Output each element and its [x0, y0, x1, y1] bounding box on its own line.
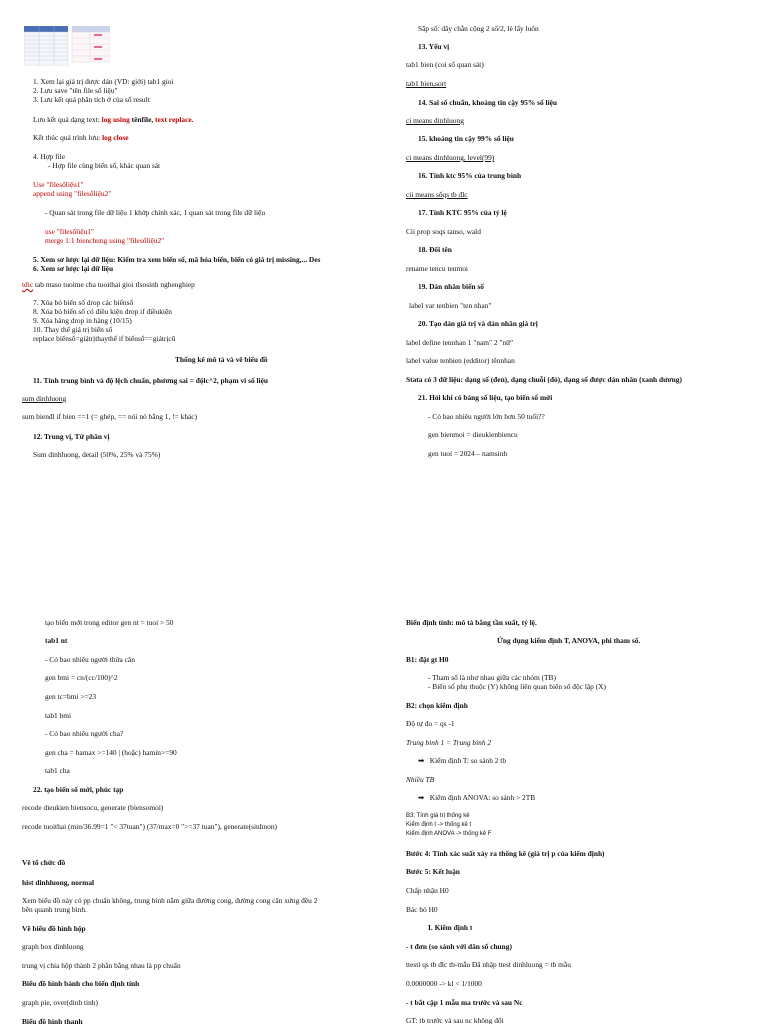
- stata-types-note: Stata có 3 dữ liệu: dạng số (đen), dạng chuỗi (đỏ), dạng số được dán nhãn (xanh dương): [406, 375, 682, 384]
- hist-note: Xem biểu đồ này có pp chuẩn không, trung bình nằm giữa đường cong, đường cong cân xứng đều 2: [22, 896, 318, 905]
- gen-tc: gen tc=bmi >=23: [45, 692, 97, 701]
- step-1: B1: đặt gt H0: [406, 655, 449, 664]
- merge-command: merge 1:1 bienchung using "filesốliệu2": [45, 236, 165, 245]
- categorical-note: Biến định tính: mô tả bằng tần suất, tỷ lệ.: [406, 618, 537, 627]
- merge-title: 4. Hợp file: [33, 152, 66, 161]
- sum-command: sum dinhluong: [22, 394, 67, 403]
- item-14: 14. Sai số chuẩn, khoảng tin cậy 95% số liệu: [418, 98, 558, 107]
- step-3: Kiểm định ANOVA -> thống kê F: [406, 831, 492, 837]
- arrow-right-icon: ➡: [418, 793, 425, 802]
- list-item: 9. Xóa hàng drop in hàng (10/15): [33, 316, 132, 325]
- item-17: 17. Tính KTC 95% của tỷ lệ: [418, 208, 507, 217]
- reject-h0: Bác bỏ H0: [406, 905, 438, 914]
- thumb-left-header: [24, 26, 68, 32]
- tab1-cha: tab1 cha: [45, 766, 70, 775]
- arrow-right-icon: ➡: [418, 756, 425, 765]
- tab1-sort-command: tab1 bien,sort: [406, 79, 447, 88]
- t-test-line: ➡ Kiểm định T: so sánh 2 tb: [418, 756, 507, 765]
- paired-t: - t bắt cặp 1 mẫu ma trước và sau Nc: [406, 998, 523, 1007]
- list-item: 8. Xóa bỏ biến số có điều kiện drop if điềukiện: [33, 307, 172, 316]
- merge-sub: - Hợp file cùng biến số, khác quan sát: [48, 161, 161, 170]
- item-16: 16. Tính ktc 95% của trung bình: [418, 171, 522, 180]
- paired-hypothesis: GT: tb trước và sau nc không đổi: [406, 1016, 504, 1024]
- sum-detail-command: Sum dinhluong, detail (50%, 25% và 75%): [33, 450, 161, 459]
- gen-nt-line: tạo biến mới trong editor gen nt = tuoi > 50: [45, 618, 174, 627]
- use-command: Use "filesốliệu1": [33, 180, 84, 189]
- question-1: - Có bao nhiêu người lớn hơn 50 tuổi??: [428, 412, 545, 421]
- recode-tuoithai-command: recode tuoithai (min/36.99=1 "< 37tuan") (37/max=0 ">=37 tuan"), generate(sinhnon): [22, 822, 277, 831]
- step-1b: - Biến số phụ thuộc (Y) không liên quan biến số độc lập (X): [428, 682, 606, 691]
- recode-command: recode dieukien biensocu, generate (biensomoi): [22, 803, 164, 812]
- gen-bmi: gen bmi = cn/(cc/100)^2: [45, 673, 118, 682]
- list-item: 10. Thay thế giá trị biến số: [33, 325, 113, 334]
- label-value-command: label value tenbien (edditor) tênnhan: [406, 356, 515, 365]
- anova-line: ➡ Kiểm định ANOVA: so sánh > 2TB: [418, 793, 536, 802]
- sum-if-command: sum bienđl if bien ==1 (= ghép, == nói nó bằng 1, != khác): [22, 412, 198, 421]
- append-command: append using "filesốliệu2": [33, 189, 112, 198]
- bar-heading: Biểu đồ hình thanh: [22, 1017, 83, 1024]
- item-6: 6. Xem sơ lược lại dữ liệu: [33, 264, 114, 273]
- degrees-freedom: Độ tự do = qs -1: [406, 719, 455, 728]
- log-close-line: Kết thúc quá trình lưu: log close: [33, 133, 129, 142]
- list-item: 2. Lưu save "tên file số liệu": [33, 86, 118, 95]
- step-4: Bước 4: Tính xác suất xảy ra thống kê (giá trị p của kiểm định): [406, 849, 605, 858]
- section-title: Thống kê mô tả và vẽ biểu đồ: [175, 355, 268, 364]
- item-21: 21. Hỏi khi có bảng số liệu, tạo biến số mới: [418, 393, 553, 402]
- tab1-nt: tab1 nt: [45, 636, 68, 645]
- item-12: 12. Trung vị, Tứ phân vị: [33, 432, 110, 441]
- log-using-line: Lưu kết quả dạng text: log using tênfile, text replace.: [33, 115, 194, 124]
- p-value-note: 0.0000000 -> kl < 1/1000: [406, 979, 482, 988]
- ci-level-command: ci means dinhluong, level(99): [406, 153, 495, 162]
- tests-title: Ứng dụng kiểm định T, ANOVA, phi tham số.: [497, 636, 641, 645]
- cii-prop-command: Cii prop soqs tanso, wald: [406, 227, 481, 236]
- many-means: Nhiều TB: [406, 775, 435, 784]
- item-18: 18. Đổi tên: [418, 245, 452, 254]
- step-3: B3: Tính giá trị thống kê: [406, 813, 470, 819]
- hist-note: bên quanh trung bình.: [22, 905, 87, 914]
- tab1-bmi: tab1 bmi: [45, 711, 72, 720]
- tab1-command: tab1 bien (coi số quan sát): [406, 60, 484, 69]
- accept-h0: Chấp nhận H0: [406, 886, 449, 895]
- list-item: 1. Xem lại giá trị được dán (VD: giới) tab1 gioi: [33, 77, 174, 86]
- pie-command: graph pie, over(dinh tinh): [22, 998, 98, 1007]
- item-5: 5. Xem sơ lược lại dữ liệu: Kiểm tra xem biến số, mã hóa biến, biến có giá trị missing,... Des: [33, 255, 321, 264]
- step-3: Kiểm định t -> thống kê t: [406, 822, 472, 828]
- gen-cha: gen cha = hamax >=140 | (hoặc) hamin>=90: [45, 748, 177, 757]
- item-20: 20. Tạo dán giá trị và dán nhãn giá trị: [418, 319, 538, 328]
- page-2: [0, 512, 768, 1024]
- step-2: B2: chọn kiểm định: [406, 701, 468, 710]
- spreadsheet-thumbnail: [24, 26, 110, 66]
- label-var-command: label var tenbien "ten nhan": [409, 301, 492, 310]
- box-command: graph box dinhluong: [22, 942, 84, 951]
- step-1a: - Tham số là như nhau giữa các nhóm (TB): [428, 673, 556, 682]
- item-19: 19. Dán nhãn biến số: [418, 282, 484, 291]
- item-15: 15. khoảng tin cậy 99% số liệu: [418, 134, 514, 143]
- rename-command: rename tencu tenmoi: [406, 264, 468, 273]
- ci-command: ci means dinhluong: [406, 116, 464, 125]
- replace-command: replace biếnsố=giátrịthaythế if biếnsố==giátrịcũ: [33, 334, 176, 343]
- hist-command: hist dinhluong, normal: [22, 878, 95, 887]
- cii-command: cii means sốqs tb đlc: [406, 190, 468, 199]
- item-11: 11. Tính trung bình và độ lệch chuẩn, phương sai = độlc^2, phạm vi số liệu: [33, 376, 268, 385]
- one-sample-t: - t đơn (so sánh với dân số chung): [406, 942, 512, 951]
- boxplot-heading: Vẽ biểu đồ hình hộp: [22, 924, 86, 933]
- thumb-right-header: [72, 26, 110, 32]
- pie-heading: Biểu đồ hình bánh cho biến định tính: [22, 979, 140, 988]
- question-overweight: - Có bao nhiêu người thừa cân: [45, 655, 135, 664]
- mean-equality: Trung bình 1 = Trung bình 2: [406, 738, 492, 747]
- step-5: Bước 5: Kết luận: [406, 867, 460, 876]
- merge-sub2: - Quan sát trong file dữ liệu 1 khớp chính xác, 1 quan sát trong file dữ liệu: [45, 208, 266, 217]
- gen-command: gen bienmoi = dieukienbiencu: [428, 430, 518, 439]
- gen-tuoi-command: gen tuoi = 2024 – namsinh: [428, 449, 508, 458]
- list-item: 7. Xóa bỏ biến số drop các biếnsố: [33, 298, 134, 307]
- label-define-command: label define tennhan 1 "nam" 2 "nữ": [406, 338, 514, 347]
- box-note: trung vị chia hộp thành 2 phần bằng nhau là pp chuẩn: [22, 961, 181, 970]
- question-cha: - Có bao nhiêu người cha?: [45, 729, 124, 738]
- sort-note: Sắp số: dãy chẵn cộng 2 số/2, lẻ lấy luôn: [418, 24, 539, 33]
- tab-command: tdic tab maso tuoime cha tuoithai gioi tlsosinh nghenghiep: [22, 280, 195, 289]
- list-item: 3. Lưu kết quả phân tích ở của số result: [33, 95, 150, 104]
- item-22: 22. tạo biến số mới, phúc tạp: [33, 785, 124, 794]
- use-command-2: use "filesốliệu1": [45, 227, 94, 236]
- t-test-heading: I. Kiểm định t: [428, 923, 473, 932]
- histogram-heading: Vẽ tổ chức đồ: [22, 858, 66, 867]
- item-13: 13. Yếu vị: [418, 42, 450, 51]
- ttesti-command: ttesti qs tb đlc tb-mẫu Đã nhập ttest dinhluong = tb mẫu: [406, 960, 571, 969]
